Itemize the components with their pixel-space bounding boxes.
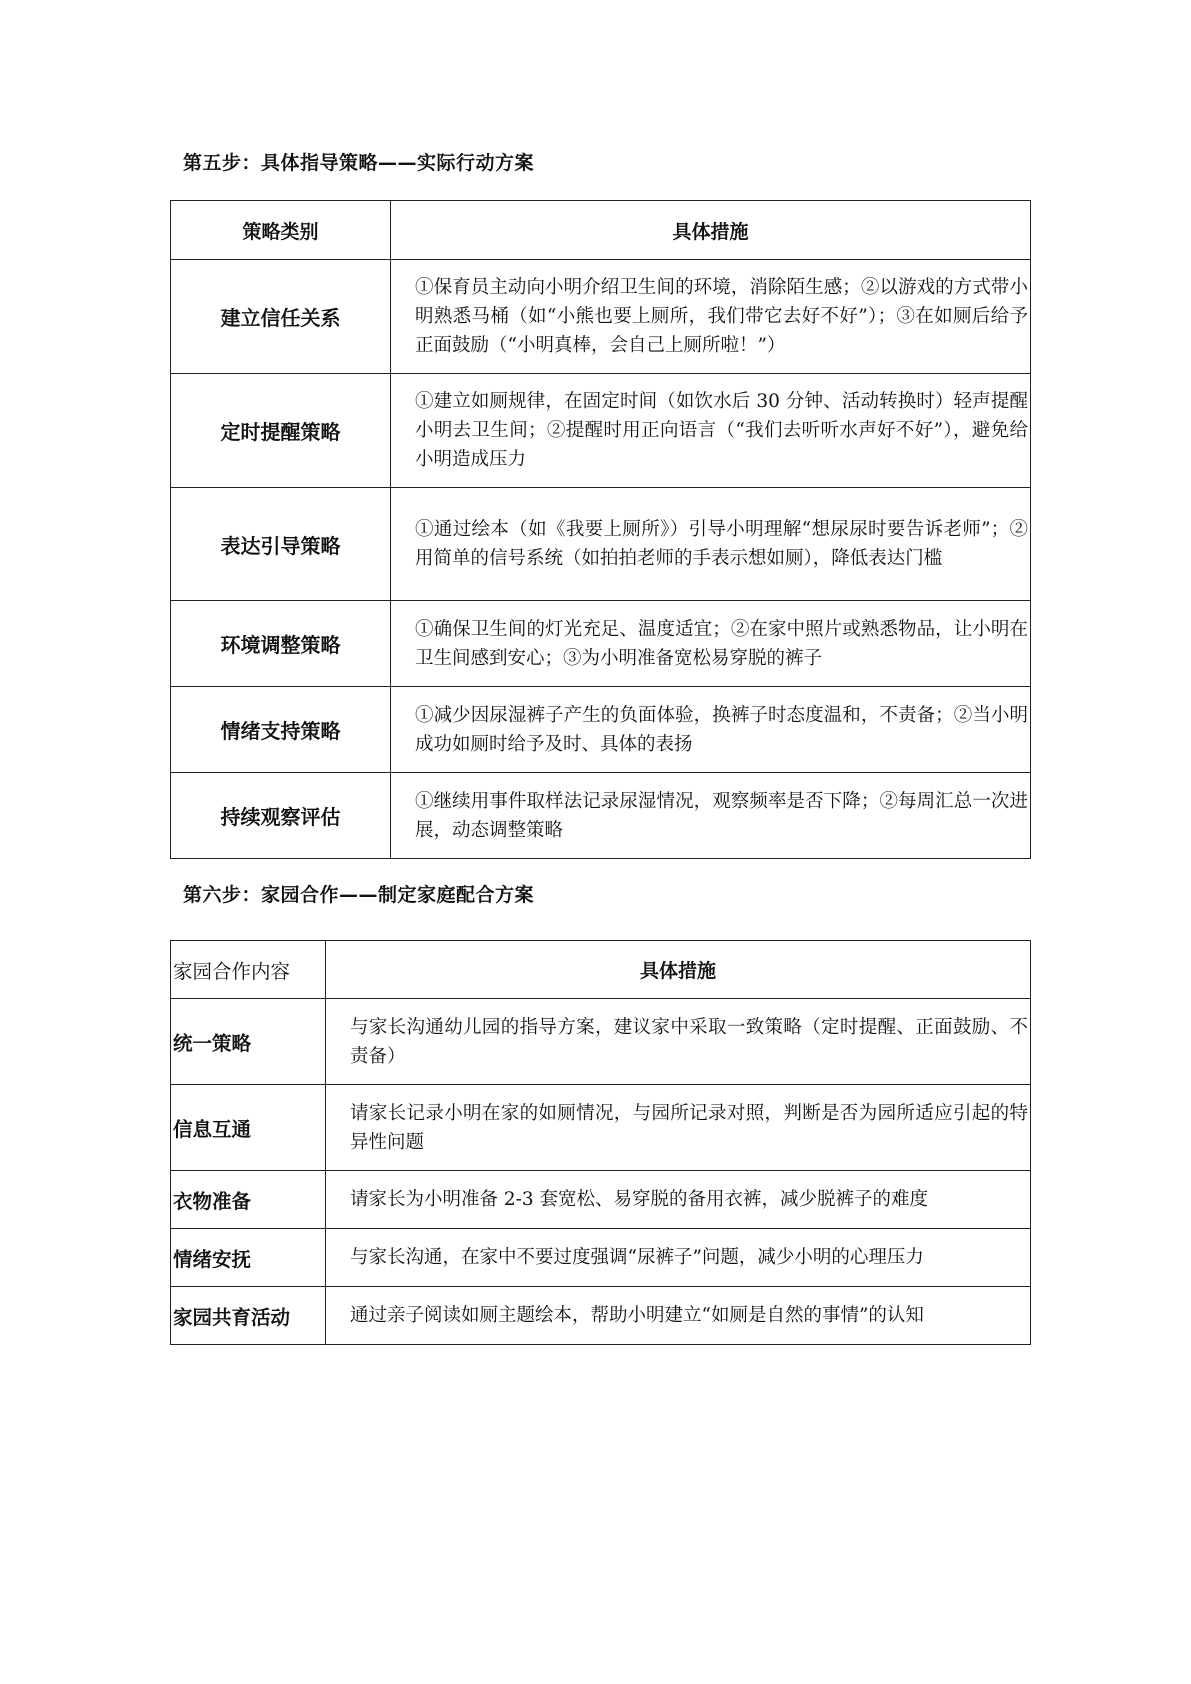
cooperation-measures: 通过亲子阅读如厕主题绘本，帮助小明建立“如厕是自然的事情”的认知 bbox=[326, 1287, 1031, 1345]
header-measures: 具体措施 bbox=[326, 941, 1031, 999]
cooperation-measures: 与家长沟通，在家中不要过度强调“尿裤子”问题，减少小明的心理压力 bbox=[326, 1229, 1031, 1287]
table-row bbox=[171, 687, 1031, 773]
header-content: 家园合作内容 bbox=[171, 941, 326, 999]
table-row bbox=[171, 374, 1031, 488]
home-cooperation-table bbox=[170, 940, 1031, 1345]
table-row bbox=[171, 1287, 1031, 1345]
table-row bbox=[171, 488, 1031, 601]
header-measures: 具体措施 bbox=[391, 201, 1031, 260]
strategy-category: 持续观察评估 bbox=[171, 773, 391, 859]
table-row bbox=[171, 1229, 1031, 1287]
cooperation-content: 家园共育活动 bbox=[171, 1287, 326, 1345]
strategy-measures: ①通过绘本（如《我要上厕所》）引导小明理解“想尿尿时要告诉老师”；②用简单的信号系统（如拍拍老师的手表示想如厕），降低表达门槛 bbox=[391, 488, 1031, 601]
header-category: 策略类别 bbox=[171, 201, 391, 260]
strategy-measures: ①建立如厕规律，在固定时间（如饮水后 30 分钟、活动转换时）轻声提醒小明去卫生间；②提醒时用正向语言（“我们去听听水声好不好”），避免给小明造成压力 bbox=[391, 374, 1031, 488]
table-row bbox=[171, 999, 1031, 1085]
cooperation-content: 衣物准备 bbox=[171, 1171, 326, 1229]
cooperation-table-header bbox=[171, 941, 1031, 999]
strategy-category: 表达引导策略 bbox=[171, 488, 391, 601]
table-row bbox=[171, 1171, 1031, 1229]
strategy-table-header bbox=[171, 201, 1031, 260]
table-row bbox=[171, 601, 1031, 687]
strategy-category: 建立信任关系 bbox=[171, 260, 391, 374]
cooperation-content: 统一策略 bbox=[171, 999, 326, 1085]
step5-heading: 第五步：具体指导策略——实际行动方案 bbox=[183, 152, 535, 174]
cooperation-measures: 请家长为小明准备 2-3 套宽松、易穿脱的备用衣裤，减少脱裤子的难度 bbox=[326, 1171, 1031, 1229]
strategy-measures: ①减少因尿湿裤子产生的负面体验，换裤子时态度温和，不责备；②当小明成功如厕时给予及时、具体的表扬 bbox=[391, 687, 1031, 773]
step6-heading: 第六步：家园合作——制定家庭配合方案 bbox=[183, 884, 535, 906]
strategy-measures: ①确保卫生间的灯光充足、温度适宜；②在家中照片或熟悉物品，让小明在卫生间感到安心；③为小明准备宽松易穿脱的裤子 bbox=[391, 601, 1031, 687]
strategy-category: 定时提醒策略 bbox=[171, 374, 391, 488]
cooperation-content: 信息互通 bbox=[171, 1085, 326, 1171]
cooperation-measures: 与家长沟通幼儿园的指导方案，建议家中采取一致策略（定时提醒、正面鼓励、不责备） bbox=[326, 999, 1031, 1085]
strategy-category: 环境调整策略 bbox=[171, 601, 391, 687]
table-row bbox=[171, 1085, 1031, 1171]
table-row bbox=[171, 260, 1031, 374]
strategy-measures: ①保育员主动向小明介绍卫生间的环境，消除陌生感；②以游戏的方式带小明熟悉马桶（如“小熊也要上厕所，我们带它去好不好”）；③在如厕后给予正面鼓励（“小明真棒，会自己上厕所啦！”） bbox=[391, 260, 1031, 374]
cooperation-content: 情绪安抚 bbox=[171, 1229, 326, 1287]
strategy-category: 情绪支持策略 bbox=[171, 687, 391, 773]
strategy-measures: ①继续用事件取样法记录尿湿情况，观察频率是否下降；②每周汇总一次进展，动态调整策略 bbox=[391, 773, 1031, 859]
cooperation-measures: 请家长记录小明在家的如厕情况，与园所记录对照，判断是否为园所适应引起的特异性问题 bbox=[326, 1085, 1031, 1171]
table-row bbox=[171, 773, 1031, 859]
strategy-table bbox=[170, 200, 1031, 859]
